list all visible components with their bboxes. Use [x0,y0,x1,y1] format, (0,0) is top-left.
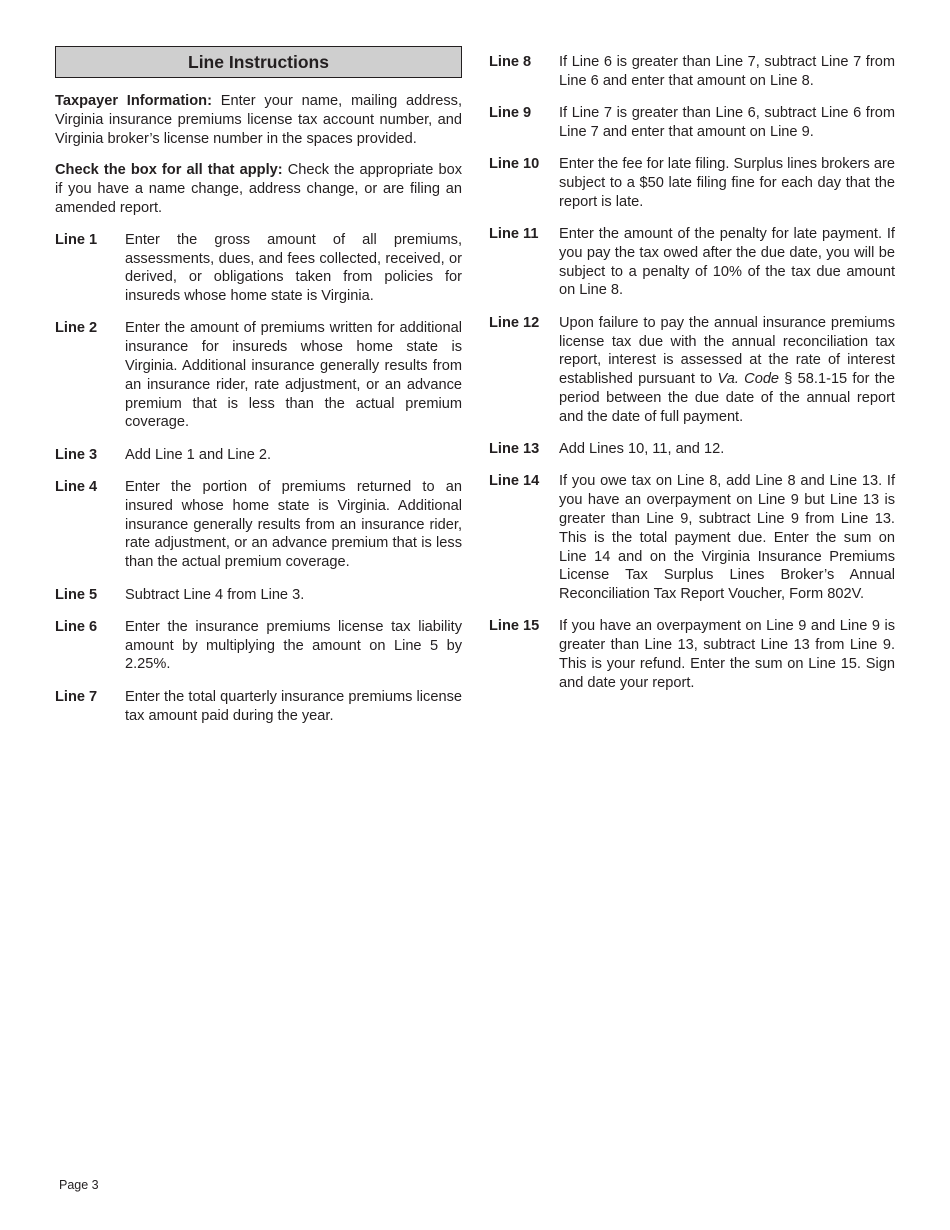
taxpayer-information-text: Enter your name, mailing address, Virginia insurance premiums license tax account number, and Virginia broker’s license number in the spaces provided. [55,93,462,147]
line-label: Line 10 [489,156,540,173]
line-text: Enter the fee for late filing. Surplus lines brokers are subject to a $50 late filing fine for each day that the report is late. [559,156,895,210]
line-label: Line 7 [55,688,98,705]
line-label: Line 1 [55,231,98,248]
taxpayer-information-paragraph [55,92,462,148]
line-text: Subtract Line 4 from Line 3. [125,586,305,603]
line-text: Add Lines 10, 11, and 12. [559,441,725,458]
line-12-instruction [489,314,895,427]
line-12-text-before: Upon failure to pay the annual insurance premiums license tax due with the annual reconciliation tax report, interest is assessed at the rate of interest established pursuant to [559,314,895,388]
left-column [55,46,462,739]
line-label: Line 14 [489,473,540,490]
line-text: Enter the gross amount of all premiums, assessments, dues, and fees collected, received, or derived, or obligations taken from policies for insureds whose home state is Virginia. [125,231,462,305]
line-2-instruction [55,319,462,432]
line-6-instruction [55,618,462,674]
line-text [559,314,895,427]
line-label: Line 2 [55,320,98,337]
line-8-instruction [489,53,895,91]
line-7-instruction [55,688,462,726]
line-label: Line 8 [489,54,532,70]
line-15-instruction [489,617,895,692]
line-text: If you owe tax on Line 8, add Line 8 and Line 13. If you have an overpayment on Line 9 but Line 13 is greater than Line 9, subtract Line 9 from Line 13. This is the total payment due. Enter the sum on Line 14 and on the Virginia Insurance Premiums License Tax Surplus Lines Broker’s Annual Reconciliation Tax Report Voucher, Form 802V. [559,473,895,603]
line-label: Line 12 [489,314,540,331]
taxpayer-information-label: Taxpayer Information: [55,93,212,109]
line-5-instruction [55,586,462,605]
line-text: Enter the amount of the penalty for late payment. If you pay the tax owed after the due date, you will be subject to a penalty of 10% of the tax due amount on Line 8. [559,226,895,299]
va-code-citation: Va. Code [717,371,780,388]
line-text: Enter the amount of premiums written for additional insurance for insureds whose home state is Virginia. Additional insurance generally results from an insurance rider, rate adjustment, or an advance premium that is less than the actual premium coverage. [125,320,462,431]
line-text: Add Line 1 and Line 2. [125,446,272,463]
line-label: Line 4 [55,479,98,496]
line-14-instruction [489,472,895,604]
line-3-instruction [55,446,462,465]
section-header [55,46,462,78]
line-label: Line 3 [55,446,98,463]
check-box-text: Check the appropriate box if you have a name change, address change, or are filing an amended report. [55,162,462,216]
line-12-text-after: § 58.1-15 for the period between the due date of the annual report and the date of full payment. [559,371,895,425]
line-13-instruction [489,440,895,459]
line-10-instruction [489,155,895,211]
line-text: If Line 6 is greater than Line 7, subtract Line 7 from Line 6 and enter that amount on Line 8. [559,54,895,89]
line-label: Line 15 [489,618,540,635]
line-11-instruction [489,225,895,300]
line-label: Line 13 [489,441,540,458]
line-text: Enter the insurance premiums license tax liability amount by multiplying the amount on Line 5 by 2.25%. [125,618,462,673]
line-9-instruction [489,104,895,142]
line-label: Line 6 [55,618,98,635]
line-text: Enter the total quarterly insurance premiums license tax amount paid during the year. [125,688,462,724]
line-4-instruction [55,478,462,572]
line-text: If Line 7 is greater than Line 6, subtract Line 6 from Line 7 and enter that amount on Line 9. [559,105,895,140]
line-1-instruction [55,231,462,306]
line-text: Enter the portion of premiums returned to an insured whose home state is Virginia. Additional insurance generally results from an insurance rider, rate adjustment, or an advance premium that is less than the actual premium coverage. [125,479,462,571]
check-box-label: Check the box for all that apply: [55,162,283,179]
page-number: Page 3 [59,1178,99,1192]
line-label: Line 11 [489,226,539,243]
section-title: Line Instructions [188,51,329,72]
line-label: Line 9 [489,105,532,122]
right-column [489,53,895,706]
line-text: If you have an overpayment on Line 9 and Line 9 is greater than Line 13, subtract Line 13 from Line 9. This is your refund. Enter the sum on Line 15. Sign and date your report. [559,618,895,691]
check-box-paragraph [55,161,462,217]
line-label: Line 5 [55,586,98,603]
